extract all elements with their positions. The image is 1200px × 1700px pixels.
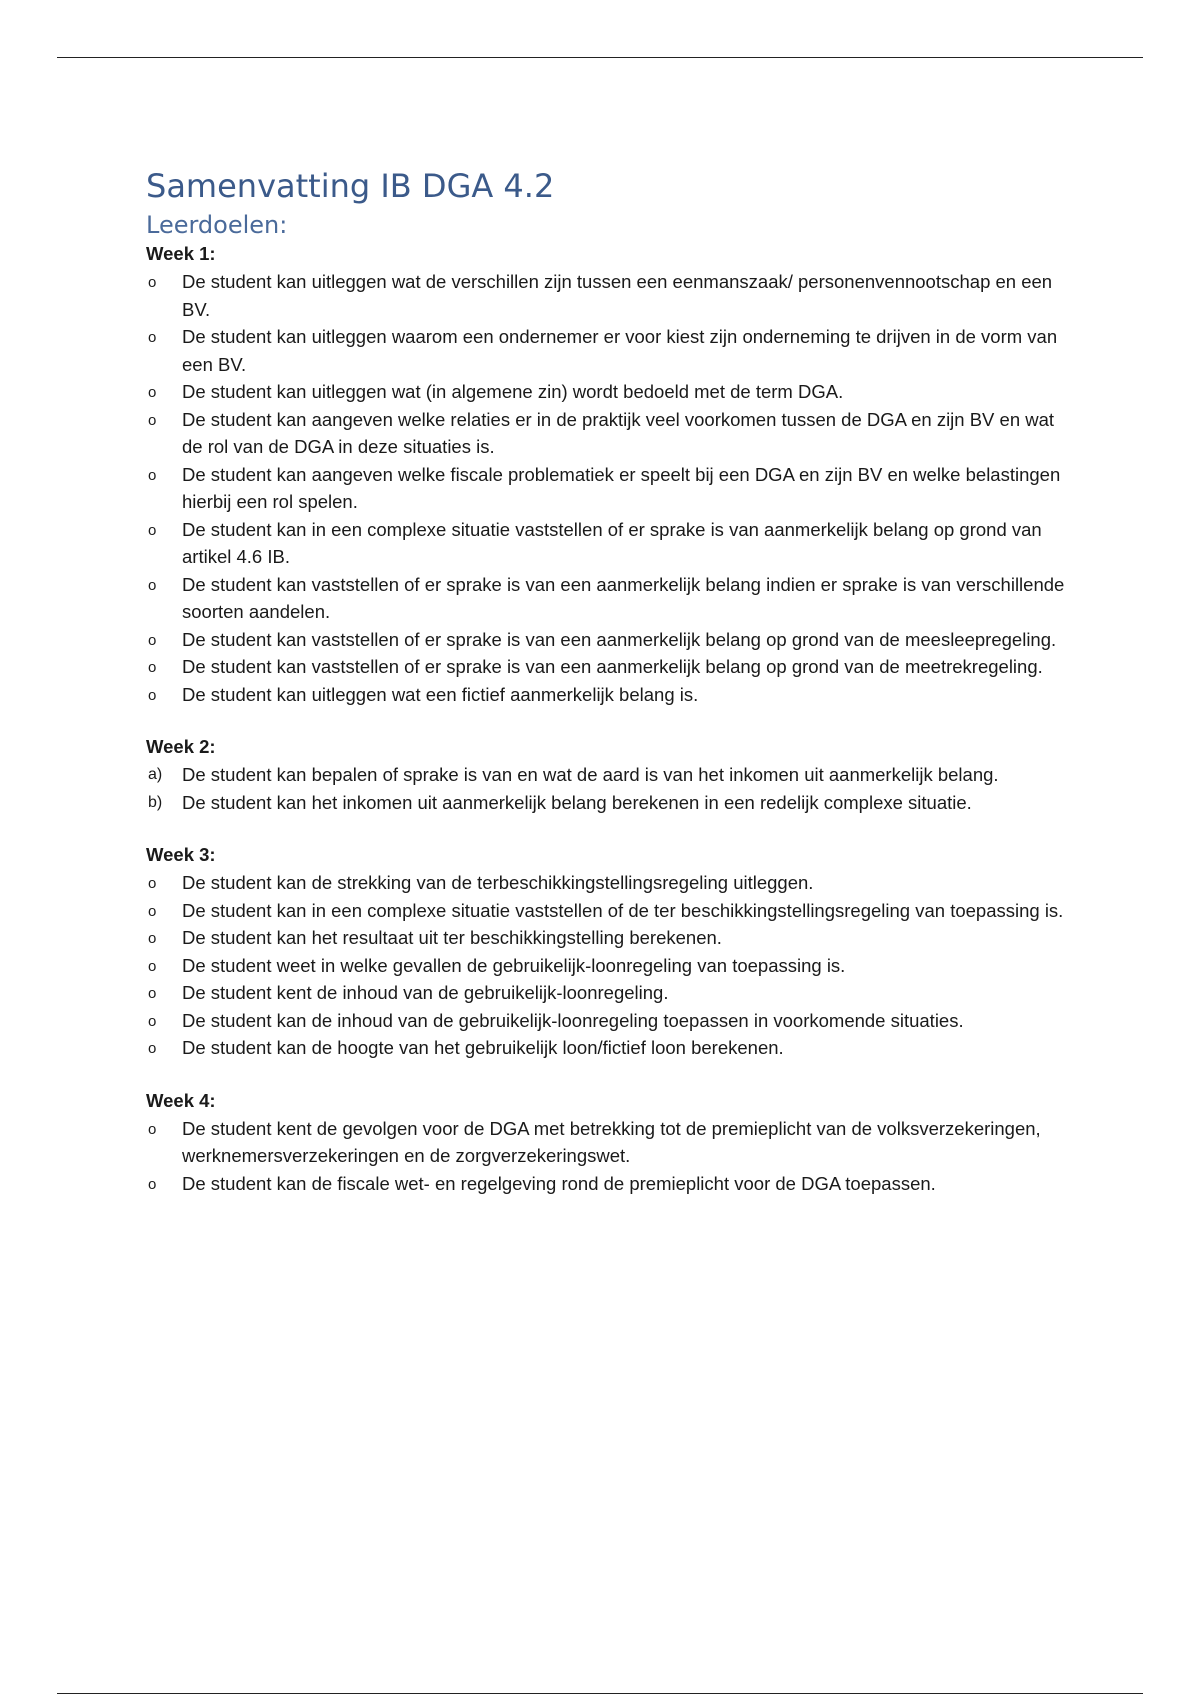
list-item-text: De student kan vaststellen of er sprake is van een aanmerkelijk belang op grond van de meesleepregeling. — [182, 628, 1057, 650]
list-item-text: De student kan aangeven welke fiscale problematiek er speelt bij een DGA en zijn BV en welke belastingen hierbij een rol spelen. — [182, 463, 1061, 512]
list-item-text: De student kan de fiscale wet- en regelgeving rond de premieplicht voor de DGA toepassen. — [182, 1172, 936, 1194]
list-item-text: De student kan bepalen of sprake is van en wat de aard is van het inkomen uit aanmerkelijk belang. — [182, 764, 999, 785]
bullet-circle-icon: o — [148, 384, 157, 401]
bullet-circle-icon: o — [148, 930, 157, 947]
list-item-text: De student kent de inhoud van de gebruikelijk-loonregeling. — [182, 982, 669, 1003]
list-letter-marker: a) — [148, 766, 163, 783]
bullet-circle-icon: o — [148, 329, 157, 346]
bullet-circle-icon: o — [148, 875, 157, 892]
list-letter-marker: b) — [148, 793, 163, 811]
learning-goals-list — [146, 869, 1066, 1062]
list-item-text: De student kan het inkomen uit aanmerkelijk belang berekenen in een redelijk complexe situatie. — [182, 791, 972, 813]
list-item — [146, 571, 1066, 626]
bullet-circle-icon: o — [148, 1175, 157, 1193]
list-item-text: De student kan uitleggen wat de verschillen zijn tussen een eenmanszaak/ personenvennootschap en een BV. — [182, 271, 1053, 320]
week-section — [146, 240, 1066, 708]
list-item-text: De student kan in een complexe situatie vaststellen of de ter beschikkingstellingsregeling van toepassing is. — [182, 899, 1064, 921]
list-item — [146, 516, 1066, 571]
list-item — [146, 681, 1066, 709]
list-item-text: De student kan uitleggen wat (in algemene zin) wordt bedoeld met de term DGA. — [182, 381, 844, 402]
learning-goals-list — [146, 761, 1066, 816]
list-item-text: De student kan uitleggen waarom een ondernemer er voor kiest zijn onderneming te drijven in de vorm van een BV. — [182, 326, 1058, 375]
list-item — [146, 1034, 1066, 1062]
bullet-circle-icon: o — [148, 631, 157, 649]
header-rule — [57, 57, 1143, 58]
list-item — [146, 626, 1066, 654]
list-item-text: De student kan de strekking van de terbeschikkingstellingsregeling uitleggen. — [182, 872, 814, 893]
list-item — [146, 378, 1066, 406]
list-item-text: De student kan in een complexe situatie vaststellen of er sprake is van aanmerkelijk belang op grond van artikel 4.6 IB. — [182, 518, 1042, 567]
list-item-text: De student weet in welke gevallen de gebruikelijk-loonregeling van toepassing is. — [182, 954, 846, 976]
document-subtitle: Leerdoelen: — [146, 211, 288, 239]
list-item — [146, 897, 1066, 925]
bullet-circle-icon: o — [148, 521, 157, 539]
list-item-text: De student kent de gevolgen voor de DGA met betrekking tot de premieplicht van de volksverzekeringen, werknemersverzekeringen en de zorgverzekeringswet. — [182, 1117, 1041, 1166]
bullet-circle-icon: o — [148, 985, 157, 1002]
list-item-text: De student kan het resultaat uit ter beschikkingstelling berekenen. — [182, 927, 722, 948]
learning-goals-list — [146, 268, 1066, 708]
list-item — [146, 461, 1066, 516]
learning-goals-list — [146, 1115, 1066, 1198]
bullet-circle-icon: o — [148, 576, 157, 594]
bullet-circle-icon: o — [148, 902, 157, 920]
week-heading: Week 1: — [146, 243, 216, 264]
list-item — [146, 323, 1066, 378]
list-item-text: De student kan vaststellen of er sprake is van een aanmerkelijk belang op grond van de meetrekregeling. — [182, 656, 1043, 677]
bullet-circle-icon: o — [148, 957, 157, 975]
list-item — [146, 789, 1066, 817]
bullet-circle-icon: o — [148, 466, 157, 484]
list-item — [146, 406, 1066, 461]
week-heading: Week 2: — [146, 736, 216, 757]
list-item — [146, 952, 1066, 980]
week-section — [146, 1087, 1066, 1198]
footer-rule — [57, 1693, 1143, 1694]
week-heading: Week 3: — [146, 844, 216, 865]
list-item — [146, 979, 1066, 1007]
bullet-circle-icon: o — [148, 274, 157, 291]
document-title: Samenvatting IB DGA 4.2 — [146, 167, 555, 205]
list-item-text: De student kan aangeven welke relaties er in de praktijk veel voorkomen tussen de DGA en zijn BV en wat de rol van de DGA in deze situaties is. — [182, 408, 1055, 457]
week-section — [146, 733, 1066, 816]
bullet-circle-icon: o — [148, 686, 157, 704]
list-item-text: De student kan de inhoud van de gebruikelijk-loonregeling toepassen in voorkomende situaties. — [182, 1009, 964, 1031]
bullet-circle-icon: o — [148, 1040, 157, 1057]
list-item-text: De student kan vaststellen of er sprake is van een aanmerkelijk belang indien er sprake is van verschillende soorten aandelen. — [182, 573, 1065, 622]
sections-container — [146, 240, 1066, 1197]
bullet-circle-icon: o — [148, 1120, 157, 1138]
list-item — [146, 924, 1066, 952]
bullet-circle-icon: o — [148, 659, 157, 676]
list-item — [146, 869, 1066, 897]
bullet-circle-icon: o — [148, 411, 157, 429]
document-body — [146, 166, 1066, 1197]
list-item — [146, 1115, 1066, 1170]
week-heading: Week 4: — [146, 1089, 216, 1111]
list-item — [146, 653, 1066, 681]
list-item-text: De student kan uitleggen wat een fictief aanmerkelijk belang is. — [182, 683, 699, 705]
list-item — [146, 268, 1066, 323]
list-item-text: De student kan de hoogte van het gebruikelijk loon/fictief loon berekenen. — [182, 1037, 784, 1058]
bullet-circle-icon: o — [148, 1012, 157, 1030]
list-item — [146, 1007, 1066, 1035]
list-item — [146, 1170, 1066, 1198]
week-section — [146, 841, 1066, 1062]
list-item — [146, 761, 1066, 789]
